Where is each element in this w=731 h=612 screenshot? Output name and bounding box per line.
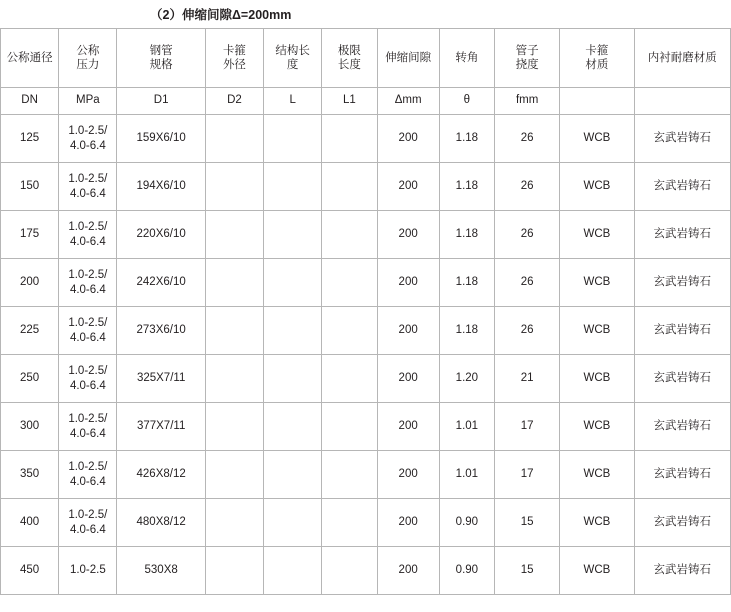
- cell-pressure-line2: 4.0-6.4: [69, 331, 106, 344]
- cell-gap: 200: [377, 163, 439, 211]
- header-limit-length-line2: 长度: [337, 59, 361, 71]
- cell-lining-material: 玄武岩铸石: [634, 115, 730, 163]
- cell-length: [264, 259, 322, 307]
- cell-angle: 1.20: [439, 355, 494, 403]
- cell-clamp-material: WCB: [560, 115, 634, 163]
- cell-clamp-material: WCB: [560, 499, 634, 547]
- cell-dn: 225: [1, 307, 59, 355]
- cell-dn: 175: [1, 211, 59, 259]
- cell-dn: 350: [1, 451, 59, 499]
- cell-length: [264, 355, 322, 403]
- cell-clamp-od: [205, 499, 263, 547]
- cell-pressure-line2: 4.0-6.4: [69, 427, 106, 440]
- cell-pressure: [59, 547, 117, 595]
- cell-gap: 200: [377, 451, 439, 499]
- header-nominal-pressure-line1: 公称: [76, 44, 100, 57]
- header-clamp-material: [560, 29, 634, 88]
- header-clamp-od-line1: 卡箍: [222, 44, 246, 57]
- cell-limit-length: [322, 307, 377, 355]
- table-row: [1, 211, 731, 259]
- cell-limit-length: [322, 499, 377, 547]
- cell-angle: 1.18: [439, 211, 494, 259]
- cell-gap: 200: [377, 115, 439, 163]
- cell-pipe-spec: 377X7/11: [117, 403, 205, 451]
- cell-pressure: [59, 163, 117, 211]
- cell-clamp-od: [205, 403, 263, 451]
- cell-clamp-material: WCB: [560, 211, 634, 259]
- cell-clamp-od: [205, 163, 263, 211]
- cell-lining-material: 玄武岩铸石: [634, 211, 730, 259]
- cell-angle: 1.18: [439, 307, 494, 355]
- cell-deflection: 26: [494, 163, 559, 211]
- cell-gap: 200: [377, 211, 439, 259]
- header-nominal-diameter-line1: 公称通径: [6, 51, 53, 64]
- header-expansion-gap: [377, 29, 439, 88]
- cell-lining-material: 玄武岩铸石: [634, 547, 730, 595]
- cell-pressure-line2: 4.0-6.4: [69, 523, 106, 536]
- cell-pressure-line1: 1.0-2.5/: [68, 412, 108, 425]
- table-row: [1, 355, 731, 403]
- cell-pressure-line2: 4.0-6.4: [69, 283, 106, 296]
- cell-length: [264, 163, 322, 211]
- cell-angle: 1.01: [439, 403, 494, 451]
- cell-clamp-od: [205, 211, 263, 259]
- unit-lining-material: [634, 88, 730, 115]
- cell-pressure-line1: 1.0-2.5/: [68, 460, 108, 473]
- unit-mpa: MPa: [59, 88, 117, 115]
- cell-limit-length: [322, 547, 377, 595]
- cell-pressure-line2: 4.0-6.4: [69, 187, 106, 200]
- cell-pressure: [59, 499, 117, 547]
- cell-deflection: 26: [494, 115, 559, 163]
- header-lining-material: [634, 29, 730, 88]
- cell-pressure-line1: 1.0-2.5/: [68, 364, 108, 377]
- cell-pipe-spec: 194X6/10: [117, 163, 205, 211]
- cell-length: [264, 307, 322, 355]
- cell-lining-material: 玄武岩铸石: [634, 355, 730, 403]
- header-pipe-spec-line1: 钢管: [149, 44, 173, 57]
- cell-clamp-material: WCB: [560, 307, 634, 355]
- header-pipe-deflection-line2: 挠度: [515, 59, 539, 71]
- cell-deflection: 17: [494, 451, 559, 499]
- cell-angle: 0.90: [439, 547, 494, 595]
- cell-dn: 250: [1, 355, 59, 403]
- cell-pressure-line1: 1.0-2.5: [69, 564, 106, 577]
- cell-pressure: [59, 115, 117, 163]
- header-lining-material-line1: 内衬耐磨材质: [647, 51, 717, 64]
- cell-deflection: 21: [494, 355, 559, 403]
- cell-lining-material: 玄武岩铸石: [634, 163, 730, 211]
- table-row: [1, 499, 731, 547]
- cell-gap: 200: [377, 403, 439, 451]
- cell-dn: 450: [1, 547, 59, 595]
- cell-limit-length: [322, 211, 377, 259]
- cell-pressure: [59, 259, 117, 307]
- unit-l: L: [264, 88, 322, 115]
- cell-clamp-material: WCB: [560, 547, 634, 595]
- cell-angle: 0.90: [439, 499, 494, 547]
- cell-lining-material: 玄武岩铸石: [634, 499, 730, 547]
- cell-pressure-line1: 1.0-2.5/: [68, 220, 108, 233]
- cell-pressure-line1: 1.0-2.5/: [68, 124, 108, 137]
- cell-clamp-od: [205, 259, 263, 307]
- table-row: [1, 451, 731, 499]
- header-nominal-pressure: [59, 29, 117, 88]
- cell-dn: 400: [1, 499, 59, 547]
- cell-deflection: 26: [494, 307, 559, 355]
- unit-dn: DN: [1, 88, 59, 115]
- cell-dn: 125: [1, 115, 59, 163]
- cell-pressure-line1: 1.0-2.5/: [68, 508, 108, 521]
- cell-clamp-od: [205, 547, 263, 595]
- cell-pressure-line1: 1.0-2.5/: [68, 268, 108, 281]
- table-row: [1, 547, 731, 595]
- header-clamp-od: [205, 29, 263, 88]
- cell-dn: 150: [1, 163, 59, 211]
- cell-pressure: [59, 307, 117, 355]
- unit-theta: θ: [439, 88, 494, 115]
- cell-deflection: 15: [494, 499, 559, 547]
- cell-gap: 200: [377, 355, 439, 403]
- cell-pressure-line1: 1.0-2.5/: [68, 316, 108, 329]
- cell-length: [264, 115, 322, 163]
- cell-angle: 1.01: [439, 451, 494, 499]
- cell-pressure-line2: 4.0-6.4: [69, 379, 106, 392]
- cell-pressure: [59, 211, 117, 259]
- table-unit-row: [1, 88, 731, 115]
- header-clamp-material-line2: 材质: [585, 59, 609, 71]
- cell-gap: 200: [377, 259, 439, 307]
- cell-limit-length: [322, 163, 377, 211]
- table-row: [1, 307, 731, 355]
- table-body: [1, 29, 731, 595]
- header-pipe-deflection: [494, 29, 559, 88]
- cell-gap: 200: [377, 547, 439, 595]
- cell-lining-material: 玄武岩铸石: [634, 451, 730, 499]
- cell-length: [264, 451, 322, 499]
- cell-dn: 200: [1, 259, 59, 307]
- cell-pressure: [59, 403, 117, 451]
- cell-deflection: 17: [494, 403, 559, 451]
- cell-angle: 1.18: [439, 163, 494, 211]
- unit-fmm: fmm: [494, 88, 559, 115]
- table-row: [1, 403, 731, 451]
- cell-pressure: [59, 355, 117, 403]
- header-angle-line1: 转角: [455, 51, 479, 64]
- unit-clamp-material: [560, 88, 634, 115]
- header-pipe-spec-line2: 规格: [149, 59, 173, 71]
- cell-length: [264, 211, 322, 259]
- table-row: [1, 163, 731, 211]
- cell-pipe-spec: 273X6/10: [117, 307, 205, 355]
- cell-pipe-spec: 159X6/10: [117, 115, 205, 163]
- cell-gap: 200: [377, 499, 439, 547]
- cell-limit-length: [322, 259, 377, 307]
- table-header-row: [1, 29, 731, 88]
- cell-limit-length: [322, 403, 377, 451]
- header-nominal-diameter: [1, 29, 59, 88]
- unit-d2: D2: [205, 88, 263, 115]
- header-pipe-deflection-line1: 管子: [515, 44, 539, 57]
- cell-pressure-line2: 4.0-6.4: [69, 475, 106, 488]
- cell-clamp-od: [205, 355, 263, 403]
- cell-deflection: 15: [494, 547, 559, 595]
- unit-l1: L1: [322, 88, 377, 115]
- cell-lining-material: 玄武岩铸石: [634, 403, 730, 451]
- cell-pipe-spec: 426X8/12: [117, 451, 205, 499]
- cell-pressure: [59, 451, 117, 499]
- cell-clamp-material: WCB: [560, 259, 634, 307]
- cell-clamp-material: WCB: [560, 451, 634, 499]
- header-limit-length: [322, 29, 377, 88]
- unit-d1: D1: [117, 88, 205, 115]
- cell-clamp-material: WCB: [560, 403, 634, 451]
- cell-pipe-spec: 530X8: [117, 547, 205, 595]
- cell-pipe-spec: 325X7/11: [117, 355, 205, 403]
- cell-deflection: 26: [494, 259, 559, 307]
- cell-limit-length: [322, 451, 377, 499]
- table-row: [1, 259, 731, 307]
- header-clamp-od-line2: 外径: [222, 59, 246, 71]
- cell-clamp-material: WCB: [560, 163, 634, 211]
- cell-length: [264, 499, 322, 547]
- cell-pressure-line1: 1.0-2.5/: [68, 172, 108, 185]
- table-row: [1, 115, 731, 163]
- cell-lining-material: 玄武岩铸石: [634, 307, 730, 355]
- cell-angle: 1.18: [439, 259, 494, 307]
- cell-limit-length: [322, 115, 377, 163]
- cell-pipe-spec: 220X6/10: [117, 211, 205, 259]
- cell-limit-length: [322, 355, 377, 403]
- header-clamp-material-line1: 卡箍: [585, 44, 609, 57]
- specification-table: [0, 28, 731, 595]
- header-nominal-pressure-line2: 压力: [76, 59, 100, 71]
- header-pipe-spec: [117, 29, 205, 88]
- header-structure-length-line1: 结构长: [275, 44, 310, 57]
- cell-pressure-line2: 4.0-6.4: [69, 139, 106, 152]
- cell-lining-material: 玄武岩铸石: [634, 259, 730, 307]
- cell-clamp-material: WCB: [560, 355, 634, 403]
- cell-pipe-spec: 242X6/10: [117, 259, 205, 307]
- unit-delta-mm: Δmm: [377, 88, 439, 115]
- header-structure-length: [264, 29, 322, 88]
- cell-deflection: 26: [494, 211, 559, 259]
- cell-clamp-od: [205, 115, 263, 163]
- cell-angle: 1.18: [439, 115, 494, 163]
- cell-gap: 200: [377, 307, 439, 355]
- cell-length: [264, 547, 322, 595]
- cell-clamp-od: [205, 451, 263, 499]
- cell-pressure-line2: 4.0-6.4: [69, 235, 106, 248]
- header-structure-length-line2: 度: [286, 59, 299, 71]
- header-limit-length-line1: 极限: [337, 44, 361, 57]
- cell-pipe-spec: 480X8/12: [117, 499, 205, 547]
- header-angle: [439, 29, 494, 88]
- header-expansion-gap-line1: 伸缩间隙: [385, 51, 432, 64]
- cell-dn: 300: [1, 403, 59, 451]
- table-caption: （2）伸缩间隙Δ=200mm: [150, 8, 292, 22]
- cell-length: [264, 403, 322, 451]
- cell-clamp-od: [205, 307, 263, 355]
